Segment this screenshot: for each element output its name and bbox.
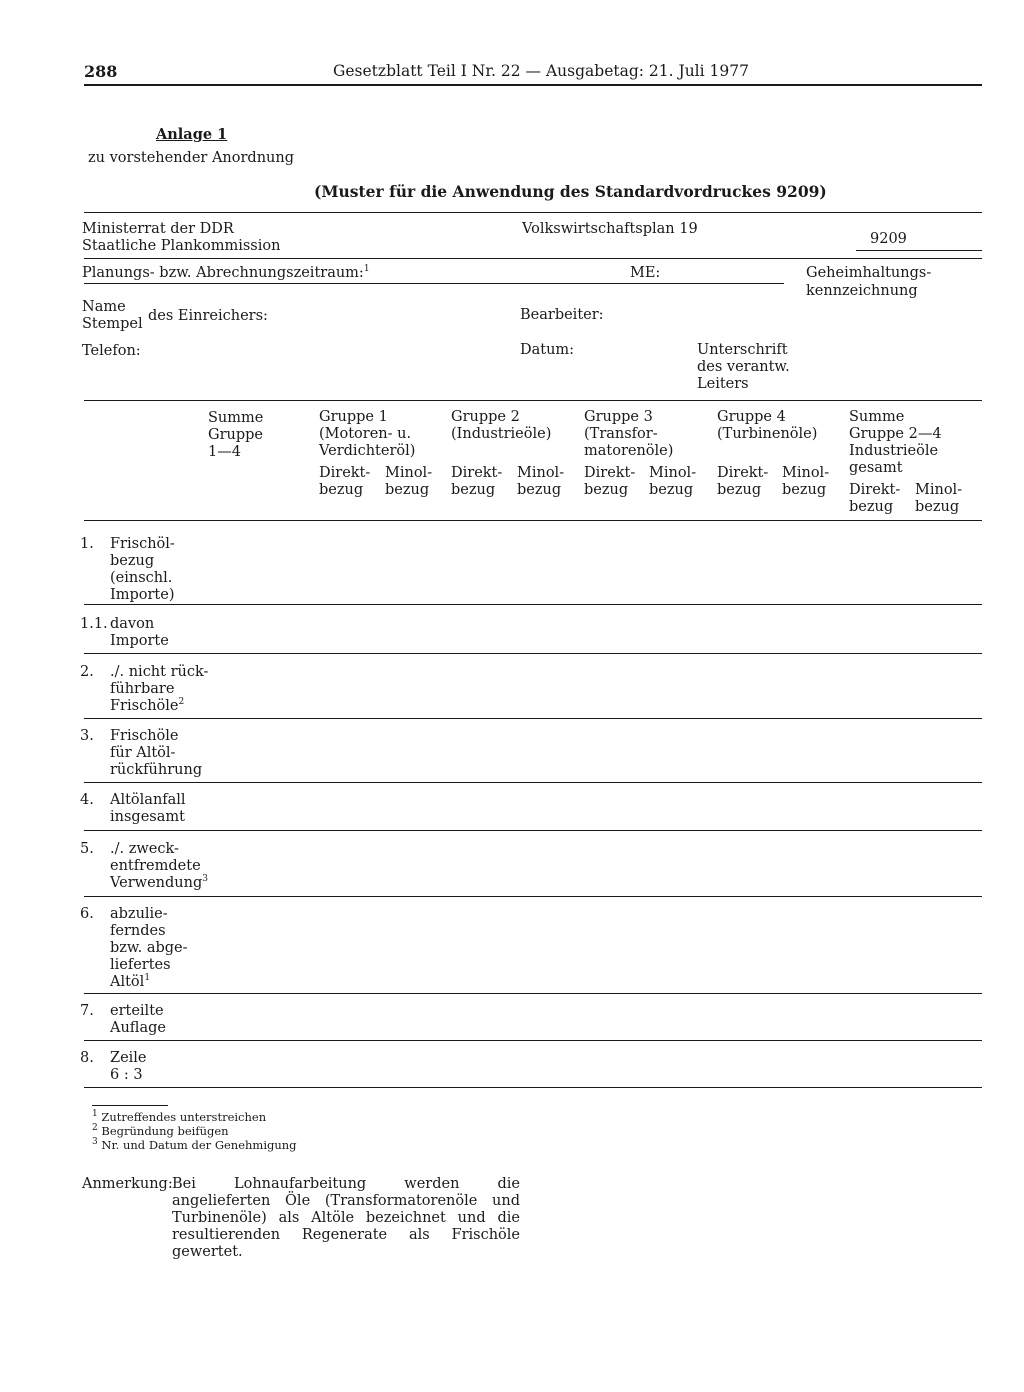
col-group1-minol: Minol- bezug <box>385 465 433 498</box>
col-group4-title: Gruppe 4 (Turbinenöle) <box>717 409 818 442</box>
period-rule <box>84 283 784 284</box>
footnote-number: 2 <box>92 1123 98 1134</box>
row-label: Frischöle für Altöl- rückführung <box>110 728 203 778</box>
form-header-rule <box>84 258 982 259</box>
col-group1-title: Gruppe 1 (Motoren- u. Verdichteröl) <box>319 409 416 459</box>
header-rule <box>84 84 982 86</box>
footnote-text: Begründung beifügen <box>101 1124 229 1138</box>
issuer-line2: Staatliche Plankommission <box>82 238 281 254</box>
row-footnote-ref: 3 <box>202 874 208 885</box>
form-number-rule <box>856 250 982 251</box>
form-number: 9209 <box>870 231 907 247</box>
annex-title: Anlage 1 <box>156 126 228 143</box>
col-group3-title: Gruppe 3 (Transfor- matorenöle) <box>584 409 674 459</box>
row-rule <box>84 782 982 783</box>
row-rule <box>84 1040 982 1041</box>
col-sum-2-4-direct: Direkt- bezug <box>849 482 901 515</box>
col-sum-1-4-title: Summe Gruppe 1—4 <box>208 410 264 460</box>
footnote-text: Nr. und Datum der Genehmigung <box>101 1138 297 1152</box>
row-rule <box>84 830 982 831</box>
phone-label: Telefon: <box>82 343 141 359</box>
row-number: 4. <box>80 792 94 808</box>
footnote-rule <box>92 1105 168 1106</box>
col-group2-title: Gruppe 2 (Industrieöle) <box>451 409 552 442</box>
row-label: erteilte Auflage <box>110 1003 166 1036</box>
footnote-number: 1 <box>92 1109 98 1120</box>
row-label-text: abzulie- ferndes bzw. abge- liefertes Altöl <box>110 906 188 990</box>
footnote-3 <box>92 1138 297 1152</box>
row-number: 8. <box>80 1050 94 1066</box>
row-rule <box>84 653 982 654</box>
col-sum-2-4-title: Summe Gruppe 2—4 Industrieöle gesamt <box>849 409 942 476</box>
row-number: 3. <box>80 728 94 744</box>
row-footnote-ref: 2 <box>178 697 185 708</box>
row-rule <box>84 604 982 605</box>
row-number: 1.1. <box>80 616 108 632</box>
remark-label: Anmerkung: <box>82 1176 173 1192</box>
row-label: Frischöl- bezug (einschl. Importe) <box>110 536 175 603</box>
row-rule <box>84 993 982 994</box>
col-sum-2-4-minol: Minol- bezug <box>915 482 963 515</box>
row-label <box>110 841 208 892</box>
period-text: Planungs- bzw. Abrechnungszeitraum: <box>82 265 364 281</box>
footnote-1 <box>92 1110 266 1124</box>
date-label: Datum: <box>520 342 575 358</box>
row-number: 7. <box>80 1003 94 1019</box>
table-bottom-rule <box>84 1087 982 1088</box>
row-number: 1. <box>80 536 94 552</box>
editor-label: Bearbeiter: <box>520 307 604 323</box>
row-label: Altölanfall insgesamt <box>110 792 186 825</box>
remark-text: Bei Lohnaufarbeitung werden die angelieferten Öle (Transformatorenöle und Turbinenöle) als Altöle bezeichnet und die resultierenden Regenerate als Frischöle gewertet. <box>172 1176 520 1260</box>
name-label: Name <box>82 299 126 315</box>
footnote-text: Zutreffendes unterstreichen <box>101 1110 267 1124</box>
footnote-number: 3 <box>92 1137 98 1148</box>
col-group4-direct: Direkt- bezug <box>717 465 769 498</box>
row-label <box>110 664 208 715</box>
col-group3-minol: Minol- bezug <box>649 465 697 498</box>
row-number: 2. <box>80 664 94 680</box>
plan-label: Volkswirtschaftsplan 19 <box>522 221 698 237</box>
issuer-line1: Ministerrat der DDR <box>82 221 234 237</box>
row-label-text: ./. zweck- entfremdete Verwendung <box>110 841 203 891</box>
col-group2-direct: Direkt- bezug <box>451 465 503 498</box>
row-label: Zeile 6 : 3 <box>110 1050 147 1083</box>
period-footnote-ref: 1 <box>363 264 370 275</box>
period-label <box>82 265 370 282</box>
table-header-rule <box>84 520 982 521</box>
row-rule <box>84 896 982 897</box>
secrecy-line1: Geheimhaltungs- <box>806 265 932 281</box>
submitter-label: des Einreichers: <box>148 308 268 324</box>
signature-label: Unterschrift des verantw. Leiters <box>697 342 790 392</box>
annex-subtitle: zu vorstehender Anordnung <box>88 150 295 166</box>
page-number: 288 <box>84 62 118 81</box>
row-label <box>110 906 188 991</box>
running-title: Gesetzblatt Teil I Nr. 22 — Ausgabetag: 21. Juli 1977 <box>333 62 749 80</box>
row-rule <box>84 718 982 719</box>
col-group4-minol: Minol- bezug <box>782 465 830 498</box>
secrecy-line2: kennzeichnung <box>806 283 918 299</box>
col-group1-direct: Direkt- bezug <box>319 465 371 498</box>
row-footnote-ref: 1 <box>144 973 151 984</box>
me-label: ME: <box>630 265 661 281</box>
col-group2-minol: Minol- bezug <box>517 465 565 498</box>
row-number: 5. <box>80 841 94 857</box>
footnote-2 <box>92 1124 229 1138</box>
row-label: davon Importe <box>110 616 169 649</box>
col-group3-direct: Direkt- bezug <box>584 465 636 498</box>
row-number: 6. <box>80 906 94 922</box>
form-top-rule <box>84 212 982 213</box>
table-top-rule <box>84 400 982 401</box>
stamp-label: Stempel <box>82 316 143 332</box>
row-label-text: ./. nicht rück- führbare Frischöle <box>110 664 209 714</box>
form-title: (Muster für die Anwendung des Standardvordruckes 9209) <box>314 182 827 201</box>
